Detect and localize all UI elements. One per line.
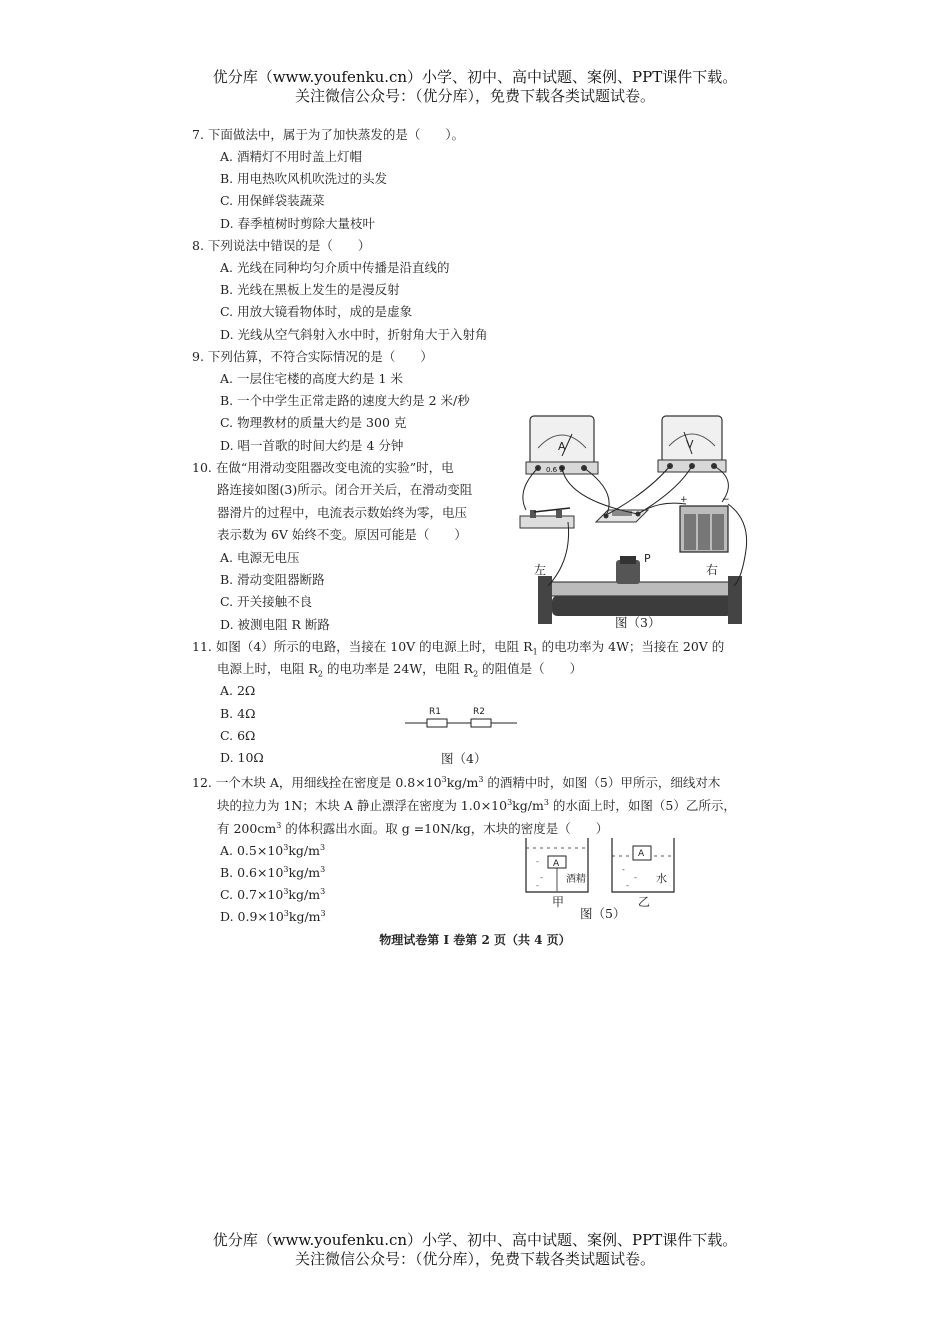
svg-text:−: − [722, 495, 730, 505]
page-header-top [0, 68, 950, 106]
resistor-r1-icon [427, 719, 447, 727]
exponent: 3 [283, 887, 289, 896]
question-12-text-3b: 的体积露出水面。取 g =10N/kg，木块的密度是（ ） [281, 821, 609, 837]
subscript-1: 1 [532, 647, 538, 657]
figure-4-caption: 图（4） [441, 751, 487, 766]
svg-text:+: + [680, 495, 688, 505]
question-8-option-b: B. 光线在黑板上发生的是漫反射 [220, 282, 400, 297]
exponent: 3 [320, 865, 326, 874]
question-11-text-a: 11. 如图（4）所示的电路，当接在 10V 的电源上时，电阻 R [192, 639, 533, 654]
question-9-option-b: B. 一个中学生正常走路的速度大约是 2 米/秒 [220, 393, 470, 408]
question-12-line-1 [192, 769, 720, 794]
svg-text:-: - [634, 873, 637, 882]
resistor-r2-label: R2 [473, 707, 485, 717]
figure-4-circuit [403, 702, 523, 734]
beaker-jia-label: 甲 [552, 895, 565, 908]
question-12-text-3a: 有 200cm [217, 821, 277, 837]
question-12-text-1b: kg/m [446, 775, 479, 791]
question-8-option-d: D. 光线从空气斜射入水中时，折射角大于入射角 [220, 327, 488, 342]
figure-3-label-right: 右 [706, 563, 719, 577]
exponent: 3 [320, 887, 326, 896]
option-a-unit: kg/m [288, 843, 320, 859]
figure-3-label-slider: P [644, 552, 651, 565]
question-10-option-b: B. 滑动变阻器断路 [220, 572, 325, 587]
figure-3-circuit [508, 410, 748, 635]
question-12-line-2 [217, 792, 736, 817]
question-7-option-a: A. 酒精灯不用时盖上灯帽 [220, 149, 362, 164]
question-9-stem: 9. 下列估算，不符合实际情况的是（ ） [192, 349, 433, 364]
alcohol-label: 酒精 [566, 874, 586, 885]
question-11-text-c: 电源上时，电阻 R [217, 661, 318, 676]
battery-icon [680, 495, 730, 552]
question-12-text-2c: 的水面上时，如图（5）乙所示， [548, 798, 736, 814]
question-8-option-a: A. 光线在同种均匀介质中传播是沿直线的 [220, 260, 450, 275]
question-12-text-2b: kg/m [512, 798, 544, 814]
resistor-board-icon [596, 510, 648, 522]
option-b-unit: kg/m [288, 865, 321, 881]
question-11-text-e: 的阻值是（ ） [478, 661, 583, 676]
question-9-option-c: C. 物理教材的质量大约是 300 克 [220, 415, 407, 430]
question-7-option-b: B. 用电热吹风机吹洗过的头发 [220, 171, 388, 186]
exponent: 3 [283, 843, 289, 852]
block-a-label-jia: A [553, 859, 560, 869]
question-10-line-4: 表示数为 6V 始终不变。原因可能是（ ） [217, 526, 467, 542]
exponent: 3 [507, 798, 513, 807]
svg-text:-: - [536, 857, 539, 866]
subscript-3: 2 [473, 669, 479, 679]
voltmeter-label: V [686, 438, 694, 451]
question-8-stem: 8. 下列说法中错误的是（ ） [192, 238, 371, 253]
question-11-text-d: 的电功率是 24W，电阻 R [322, 661, 474, 676]
question-12-text-1a: 12. 一个木块 A，用细线拴在密度是 0.8×10 [192, 775, 442, 791]
figure-3-caption: 图（3） [615, 615, 661, 630]
svg-text:-: - [540, 873, 543, 882]
question-10-option-a: A. 电源无电压 [220, 550, 300, 565]
exponent: 3 [543, 798, 549, 807]
ammeter-label: A [558, 440, 566, 453]
exponent: 3 [283, 865, 289, 874]
question-7-option-c: C. 用保鲜袋装蔬菜 [220, 193, 325, 208]
option-d-unit: kg/m [288, 909, 321, 925]
header-line-1: 优分库（www.youfenku.cn）小学、初中、高中试题、案例、PPT课件下载。 [212, 68, 738, 86]
svg-text:-: - [536, 881, 539, 890]
question-10-line-2: 路连接如图(3)所示。闭合开关后，在滑动变阻 [217, 482, 473, 498]
exponent: 3 [276, 821, 282, 830]
question-11-option-b: B. 4Ω [220, 706, 256, 721]
option-c-unit: kg/m [288, 887, 321, 903]
question-10-stem [192, 457, 472, 546]
page-header-bottom [0, 1231, 950, 1269]
question-7-option-d: D. 春季植树时剪除大量枝叶 [220, 216, 376, 231]
option-b-text: B. 0.6×10 [220, 865, 284, 881]
page-footer-label: 物理试卷第 I 卷第 2 页（共 4 页） [379, 933, 571, 947]
block-a-label-yi: A [638, 849, 645, 859]
exponent: 3 [283, 909, 289, 918]
question-9-option-d: D. 唱一首歌的时间大约是 4 分钟 [220, 438, 404, 453]
svg-text:-: - [622, 865, 625, 874]
option-d-text: D. 0.9×10 [220, 909, 284, 925]
question-11-line-2 [217, 658, 582, 686]
question-10-option-c: C. 开关接触不良 [220, 594, 313, 609]
question-10-line-1: 10. 在做“用滑动变阻器改变电流的实验”时，电 [192, 460, 454, 475]
question-10-line-3: 器滑片的过程中，电流表示数始终为零，电压 [217, 504, 468, 520]
header-line-2-bottom: 关注微信公众号：（优分库），免费下载各类试题试卷。 [294, 1250, 655, 1268]
question-11-option-a: A. 2Ω [220, 683, 256, 698]
question-12-option-d [220, 903, 326, 928]
svg-text:-: - [626, 881, 629, 890]
subscript-2: 2 [317, 669, 323, 679]
question-11-text-b: 的电功率为 4W；当接在 20V 的 [537, 639, 725, 654]
question-8-option-c: C. 用放大镜看物体时，成的是虚象 [220, 304, 413, 319]
header-line-2: 关注微信公众号：（优分库），免费下载各类试题试卷。 [294, 87, 655, 105]
exponent: 3 [441, 775, 447, 784]
exponent: 3 [319, 843, 326, 852]
header-line-1-bottom: 优分库（www.youfenku.cn）小学、初中、高中试题、案例、PPT课件下载。 [212, 1231, 738, 1249]
question-11-option-c: C. 6Ω [220, 728, 256, 743]
ammeter-scale: 0.6 3 [546, 466, 564, 474]
option-a-text: A. 0.5×10 [220, 843, 284, 859]
question-12-text-1c: 的酒精中时，如图（5）甲所示，细线对木 [483, 775, 721, 791]
switch-icon [520, 508, 574, 528]
question-11-option-d: D. 10Ω [220, 750, 264, 765]
resistor-r2-icon [471, 719, 491, 727]
option-c-text: C. 0.7×10 [220, 887, 284, 903]
water-label: 水 [656, 872, 667, 885]
resistor-r1-label: R1 [429, 707, 441, 717]
exponent: 3 [478, 775, 484, 784]
figure-5-beakers [522, 836, 682, 908]
figure-3-label-left: 左 [534, 563, 547, 577]
exponent: 3 [320, 909, 326, 918]
question-10-option-d: D. 被测电阻 R 断路 [220, 617, 330, 632]
figure-5-caption: 图（5） [580, 906, 626, 921]
beaker-yi-label: 乙 [638, 895, 651, 908]
question-12-text-2a: 块的拉力为 1N；木块 A 静止漂浮在密度为 1.0×10 [217, 798, 508, 814]
question-9-option-a: A. 一层住宅楼的高度大约是 1 米 [220, 371, 403, 386]
question-7-stem: 7. 下面做法中，属于为了加快蒸发的是（ ）。 [192, 127, 465, 142]
